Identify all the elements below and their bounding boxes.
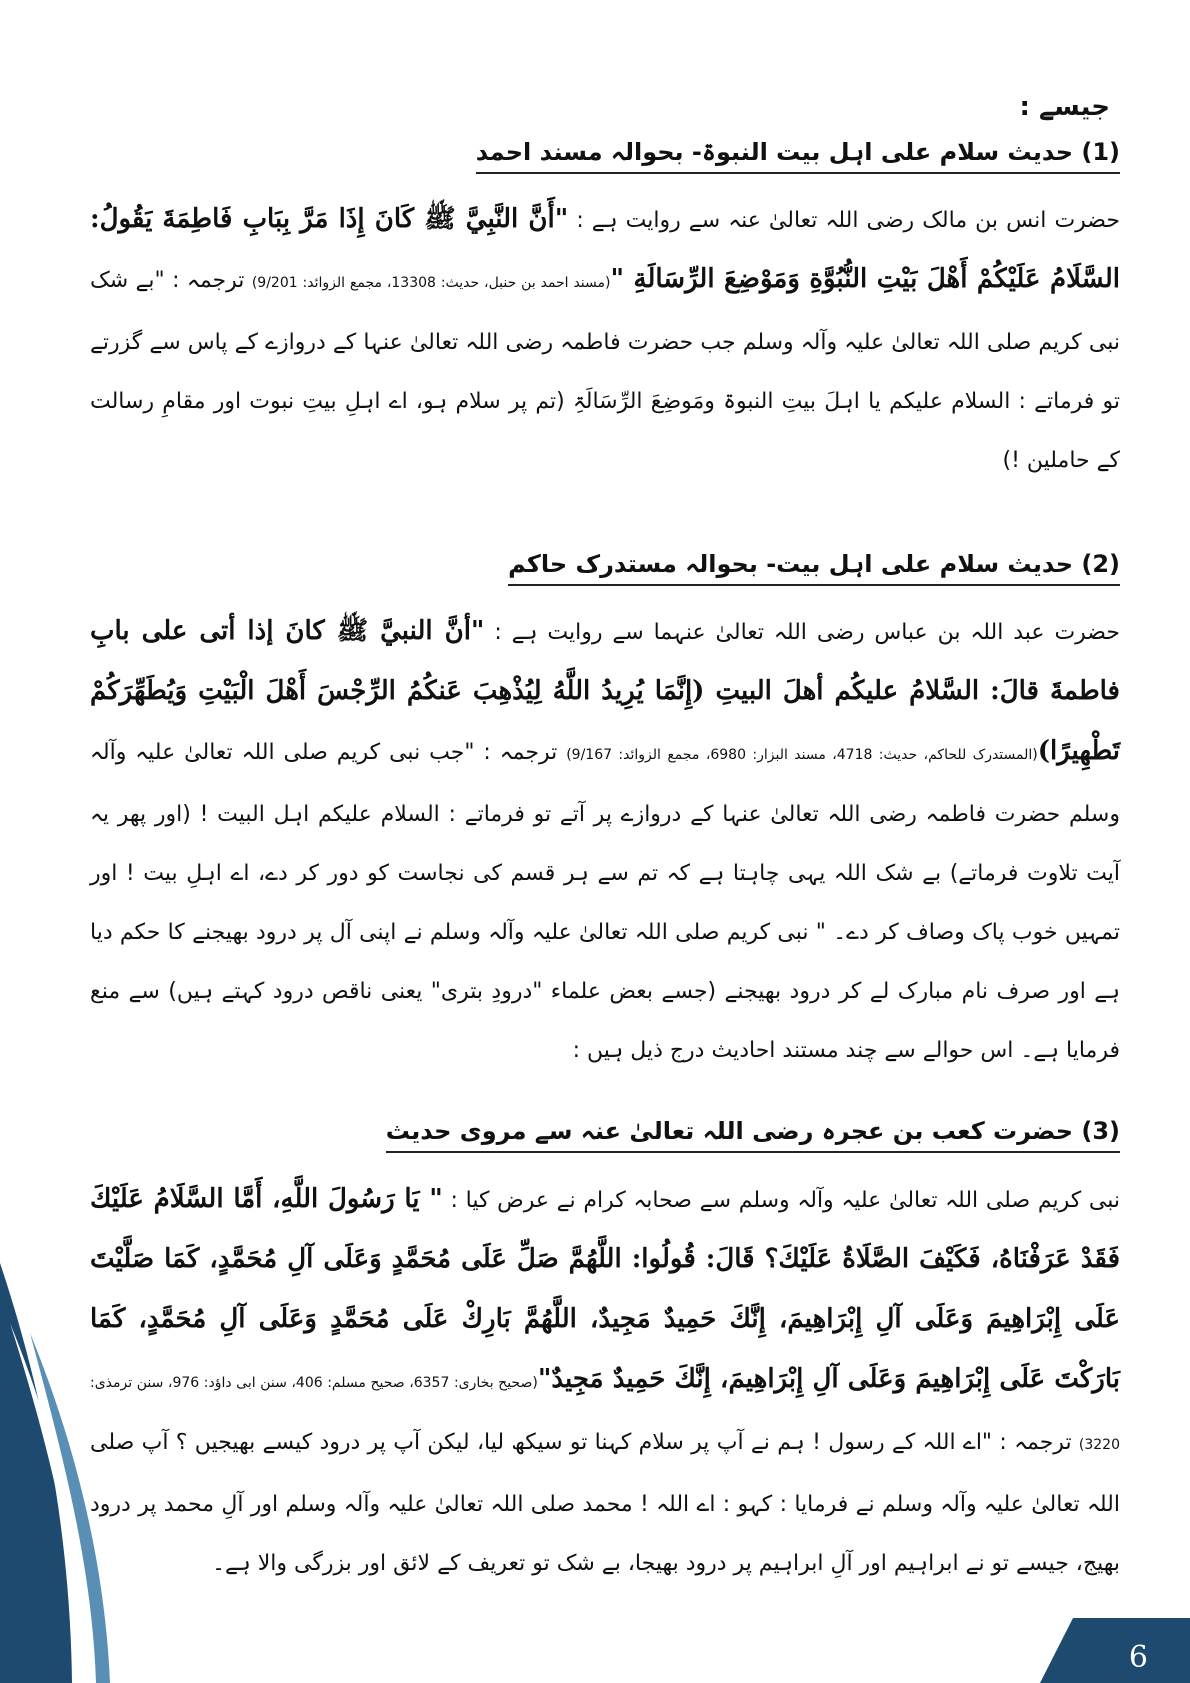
section-2-translation: ترجمہ : "جب نبی کریم صلی اللہ تعالیٰ علیہ وآلہ وسلم حضرت فاطمہ رضی اللہ تعالیٰ عنہا کے دروازے پر آتے تو فرماتے : السلام علیکم اہل البیت ! (اور پھر یہ آیت تلاوت فرماتے) بے شک اللہ یہی چاہتا ہے کہ تم سے ہر قسم کی نجاست کو دور کر دے، اے اہلِ بیت ! اور تمہیں خوب پاک وصاف کر دے۔ " نبی کریم صلی اللہ تعالیٰ علیہ وآلہ وسلم نے اپنی آل پر درود بھیجنے کا حکم دیا ہے اور صرف نام مبارک لے کر درود بھیجنے (جسے بعض علماء "درودِ بتری" یعنی ناقص درود کہتے ہیں) سے منع فرمایا ہے۔ اس حوالے سے چند مستند احادیث درج ذیل ہیں : bbox=[90, 740, 1120, 1063]
section-2-text-1: حضرت عبد اللہ بن عباس رضی اللہ تعالیٰ عنہما سے روایت ہے : bbox=[484, 620, 1120, 645]
intro-text: جیسے : bbox=[1019, 92, 1110, 122]
section-3-reference: (صحیح بخاری: 6357، صحیح مسلم: 406، سنن ابی داؤد: 976، سنن ترمذی: 3220) bbox=[90, 1375, 1120, 1453]
decorative-swoosh bbox=[0, 1263, 130, 1683]
section-2-reference: (المستدرک للحاکم، حدیث: 4718، مسند البزار: 6980، مجمع الزوائد: 9/167) bbox=[566, 747, 1038, 763]
section-1-arabic: "أَنَّ النَّبِيَّ ﷺ كَانَ إِذَا مَرَّ بِبَابِ فَاطِمَةَ يَقُولُ: السَّلَامُ عَلَيْكُمْ أَهْلَ بَيْتِ النُّبُوَّةِ وَمَوْضِعَ الرِّسَالَةِ " bbox=[90, 204, 1120, 294]
page-number-tab bbox=[1040, 1618, 1190, 1683]
section-2-paragraph bbox=[90, 602, 1120, 1080]
section-1-reference: (مسند احمد بن حنبل، حدیث: 13308، مجمع الزوائد: 9/201) bbox=[251, 275, 611, 291]
section-1-translation: ترجمہ : "بے شک نبی کریم صلی اللہ تعالیٰ علیہ وآلہ وسلم جب حضرت فاطمہ رضی اللہ تعالیٰ عنہا کے دروازے کے پاس سے گزرتے تو فرماتے : السلام علیکم یا اہلَ بیتِ النبوۃ ومَوضِعَ الرِّسَالَۃِ (تم پر سلام ہو، اے اہلِ بیتِ نبوت اور مقامِ رسالت کے حاملین !) bbox=[90, 268, 1120, 473]
section-1-text-1: حضرت انس بن مالک رضی اللہ تعالیٰ عنہ سے روایت ہے : bbox=[568, 208, 1120, 233]
section-2-heading: (2) حدیث سلام علی اہل بیت- بحوالہ مستدرک حاکم bbox=[508, 550, 1120, 586]
section-1-paragraph bbox=[90, 190, 1120, 490]
section-3-paragraph bbox=[90, 1170, 1120, 1593]
section-2-arabic: "أنَّ النبيَّ ﷺ كانَ إذا أتى على بابِ فاطمةَ قالَ: السَّلامُ عليكُم أهلَ البيتِ (إِنَّمَا يُرِيدُ اللَّهُ لِيُذْهِبَ عَنكُمُ الرِّجْسَ أَهْلَ الْبَيْتِ وَيُطَهِّرَكُمْ تَطْهِيرًا) bbox=[90, 616, 1121, 766]
section-3-text-1: نبی کریم صلی اللہ تعالیٰ علیہ وآلہ وسلم سے صحابہ کرام نے عرض کیا : bbox=[442, 1188, 1120, 1213]
section-3-arabic: " يَا رَسُولَ اللَّهِ، أَمَّا السَّلَامُ عَلَيْكَ فَقَدْ عَرَفْنَاهُ، فَكَيْفَ الصَّلَاةُ عَلَيْكَ؟ قَالَ: قُولُوا: اللَّهُمَّ صَلِّ عَلَى مُحَمَّدٍ وَعَلَى آلِ مُحَمَّدٍ، كَمَا صَلَّيْتَ عَلَى إِبْرَاهِيمَ وَعَلَى آلِ إِبْرَاهِيمَ، إِنَّكَ حَمِيدٌ مَجِيدٌ، اللَّهُمَّ بَارِكْ عَلَى مُحَمَّدٍ وَعَلَى آلِ مُحَمَّدٍ، كَمَا بَارَكْتَ عَلَى إِبْرَاهِيمَ وَعَلَى آلِ إِبْرَاهِيمَ، إِنَّكَ حَمِيدٌ مَجِيدٌ" bbox=[90, 1184, 1120, 1394]
section-3-translation: ترجمہ : "اے اللہ کے رسول ! ہم نے آپ پر سلام کہنا تو سیکھ لیا، لیکن آپ پر درود کیسے بھیجیں ؟ آپ صلی اللہ تعالیٰ علیہ وآلہ وسلم نے فرمایا : کہو : اے اللہ ! محمد صلی اللہ تعالیٰ علیہ وآلہ وسلم اور آلِ محمد پر درود بھیج، جیسے تو نے ابراہیم اور آلِ ابراہیم پر درود بھیجا، بے شک تو تعریف کے لائق اور بزرگی والا ہے۔ bbox=[90, 1430, 1120, 1576]
page-number: 6 bbox=[1128, 1640, 1148, 1675]
section-3-heading: (3) حضرت کعب بن عجرہ رضی اللہ تعالیٰ عنہ سے مروی حدیث bbox=[386, 1117, 1120, 1153]
section-1-heading: (1) حدیث سلام علی اہل بیت النبوۃ- بحوالہ مسند احمد bbox=[476, 138, 1120, 174]
